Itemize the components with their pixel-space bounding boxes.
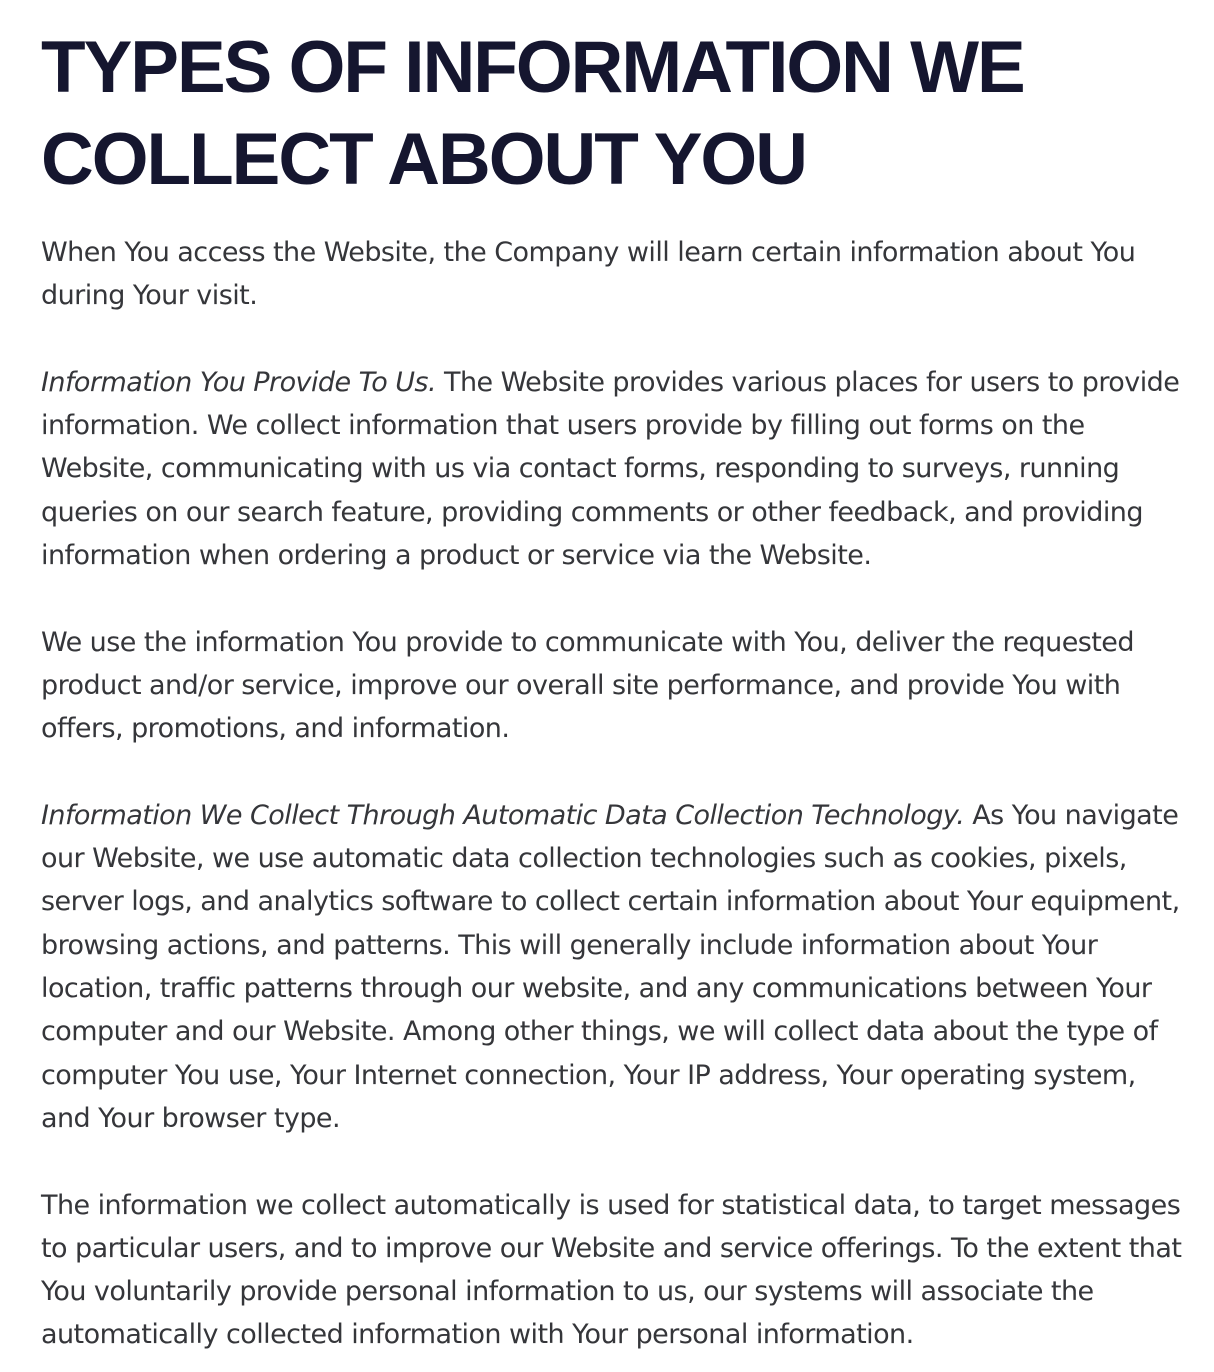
section-heading-line-2: COLLECT ABOUT YOU — [41, 119, 806, 200]
paragraph-intro — [41, 231, 1189, 318]
section-heading-line-1: TYPES OF INFORMATION WE — [41, 27, 1024, 108]
paragraph-automatic-use-text: The information we collect automatically is used for statistical data, to target messages to particular users, and to improve our Website and service offerings. To the extent that You voluntarily provide personal information to us, our systems will associate the automatically collected information with Your personal information. — [41, 1189, 1182, 1351]
section-body — [41, 231, 1189, 1357]
paragraph-use-of-information — [41, 621, 1189, 751]
paragraph-information-you-provide — [41, 361, 1189, 577]
paragraph-text-information-you-provide: The Website provides various places for users to provide information. We collect information that users provide by filling out forms on the Website, communicating with us via contact forms, responding to surveys, running queries on our search feature, providing comments or other feedback, and providing information when ordering a product or service via the Website. — [41, 366, 1180, 572]
paragraph-automatic-use — [41, 1184, 1189, 1357]
section-heading — [41, 22, 1189, 206]
paragraph-automatic-collection — [41, 794, 1189, 1140]
paragraph-use-of-information-text: We use the information You provide to communicate with You, deliver the requested product and/or service, improve our overall site performance, and provide You with offers, promotions, and information. — [41, 626, 1134, 745]
paragraph-lead-information-you-provide: Information You Provide To Us. — [41, 366, 436, 398]
paragraph-text-automatic-collection: As You navigate our Website, we use automatic data collection technologies such as cookies, pixels, server logs, and analytics software to collect certain information about Your equipment, browsing actions, and patterns. This will generally include information about Your location, traffic patterns through our website, and any communications between Your computer and our Website. Among other things, we will collect data about the type of computer You use, Your Internet connection, Your IP address, Your operating system, and Your browser type. — [41, 799, 1180, 1134]
paragraph-intro-text: When You access the Website, the Company will learn certain information about You during Your visit. — [41, 237, 1136, 312]
policy-section — [41, 0, 1189, 1357]
paragraph-lead-automatic-collection: Information We Collect Through Automatic Data Collection Technology. — [41, 799, 965, 831]
